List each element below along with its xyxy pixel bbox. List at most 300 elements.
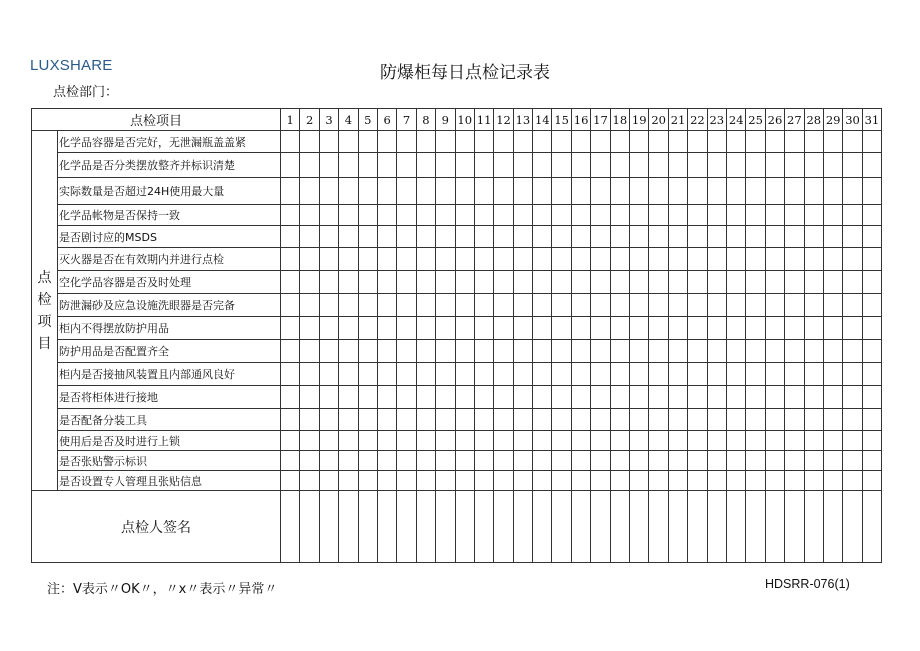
check-cell[interactable]	[649, 451, 668, 471]
signature-cell[interactable]	[455, 491, 474, 563]
check-cell[interactable]	[668, 317, 687, 340]
check-cell[interactable]	[377, 294, 396, 317]
check-cell[interactable]	[843, 226, 862, 248]
check-cell[interactable]	[765, 471, 784, 491]
check-cell[interactable]	[862, 386, 881, 409]
check-cell[interactable]	[300, 131, 319, 153]
check-cell[interactable]	[494, 178, 513, 205]
check-cell[interactable]	[823, 451, 842, 471]
check-cell[interactable]	[319, 363, 338, 386]
signature-cell[interactable]	[319, 491, 338, 563]
check-cell[interactable]	[707, 153, 726, 178]
check-cell[interactable]	[668, 131, 687, 153]
check-cell[interactable]	[319, 409, 338, 431]
check-cell[interactable]	[571, 431, 590, 451]
check-cell[interactable]	[397, 294, 416, 317]
check-cell[interactable]	[688, 451, 707, 471]
check-cell[interactable]	[843, 205, 862, 226]
check-cell[interactable]	[397, 205, 416, 226]
check-cell[interactable]	[668, 431, 687, 451]
signature-cell[interactable]	[358, 491, 377, 563]
check-cell[interactable]	[513, 178, 532, 205]
check-cell[interactable]	[610, 271, 629, 294]
check-cell[interactable]	[377, 226, 396, 248]
signature-cell[interactable]	[397, 491, 416, 563]
check-cell[interactable]	[474, 451, 493, 471]
check-cell[interactable]	[436, 340, 455, 363]
check-cell[interactable]	[765, 226, 784, 248]
check-cell[interactable]	[649, 317, 668, 340]
check-cell[interactable]	[474, 340, 493, 363]
check-cell[interactable]	[765, 386, 784, 409]
check-cell[interactable]	[591, 317, 610, 340]
check-cell[interactable]	[377, 471, 396, 491]
check-cell[interactable]	[436, 271, 455, 294]
check-cell[interactable]	[610, 205, 629, 226]
check-cell[interactable]	[494, 409, 513, 431]
signature-cell[interactable]	[765, 491, 784, 563]
check-cell[interactable]	[746, 226, 765, 248]
check-cell[interactable]	[455, 226, 474, 248]
check-cell[interactable]	[494, 340, 513, 363]
check-cell[interactable]	[513, 409, 532, 431]
check-cell[interactable]	[513, 294, 532, 317]
check-cell[interactable]	[300, 431, 319, 451]
check-cell[interactable]	[862, 317, 881, 340]
check-cell[interactable]	[339, 409, 358, 431]
check-cell[interactable]	[746, 471, 765, 491]
check-cell[interactable]	[707, 471, 726, 491]
check-cell[interactable]	[571, 205, 590, 226]
check-cell[interactable]	[397, 153, 416, 178]
check-cell[interactable]	[397, 131, 416, 153]
check-cell[interactable]	[494, 431, 513, 451]
check-cell[interactable]	[533, 317, 552, 340]
check-cell[interactable]	[610, 131, 629, 153]
check-cell[interactable]	[358, 178, 377, 205]
check-cell[interactable]	[416, 363, 435, 386]
check-cell[interactable]	[843, 431, 862, 451]
signature-cell[interactable]	[377, 491, 396, 563]
check-cell[interactable]	[843, 271, 862, 294]
check-cell[interactable]	[765, 340, 784, 363]
check-cell[interactable]	[610, 409, 629, 431]
check-cell[interactable]	[862, 451, 881, 471]
check-cell[interactable]	[688, 431, 707, 451]
check-cell[interactable]	[668, 363, 687, 386]
check-cell[interactable]	[591, 271, 610, 294]
check-cell[interactable]	[571, 409, 590, 431]
check-cell[interactable]	[630, 340, 649, 363]
signature-cell[interactable]	[436, 491, 455, 563]
check-cell[interactable]	[610, 294, 629, 317]
check-cell[interactable]	[765, 317, 784, 340]
check-cell[interactable]	[416, 471, 435, 491]
check-cell[interactable]	[300, 248, 319, 271]
check-cell[interactable]	[339, 131, 358, 153]
check-cell[interactable]	[416, 317, 435, 340]
check-cell[interactable]	[610, 226, 629, 248]
check-cell[interactable]	[319, 340, 338, 363]
check-cell[interactable]	[416, 248, 435, 271]
check-cell[interactable]	[339, 153, 358, 178]
check-cell[interactable]	[688, 226, 707, 248]
check-cell[interactable]	[377, 386, 396, 409]
check-cell[interactable]	[862, 471, 881, 491]
check-cell[interactable]	[455, 178, 474, 205]
check-cell[interactable]	[727, 226, 746, 248]
check-cell[interactable]	[339, 363, 358, 386]
check-cell[interactable]	[300, 451, 319, 471]
check-cell[interactable]	[804, 153, 823, 178]
check-cell[interactable]	[688, 205, 707, 226]
check-cell[interactable]	[630, 451, 649, 471]
check-cell[interactable]	[804, 451, 823, 471]
signature-cell[interactable]	[339, 491, 358, 563]
check-cell[interactable]	[727, 153, 746, 178]
check-cell[interactable]	[707, 294, 726, 317]
signature-cell[interactable]	[300, 491, 319, 563]
check-cell[interactable]	[513, 363, 532, 386]
check-cell[interactable]	[785, 386, 804, 409]
check-cell[interactable]	[319, 271, 338, 294]
check-cell[interactable]	[785, 431, 804, 451]
check-cell[interactable]	[300, 226, 319, 248]
check-cell[interactable]	[436, 226, 455, 248]
check-cell[interactable]	[707, 431, 726, 451]
check-cell[interactable]	[319, 226, 338, 248]
check-cell[interactable]	[785, 178, 804, 205]
check-cell[interactable]	[300, 386, 319, 409]
check-cell[interactable]	[571, 271, 590, 294]
check-cell[interactable]	[610, 340, 629, 363]
check-cell[interactable]	[785, 363, 804, 386]
check-cell[interactable]	[358, 431, 377, 451]
check-cell[interactable]	[377, 363, 396, 386]
check-cell[interactable]	[339, 178, 358, 205]
check-cell[interactable]	[843, 363, 862, 386]
check-cell[interactable]	[804, 340, 823, 363]
check-cell[interactable]	[455, 363, 474, 386]
check-cell[interactable]	[591, 471, 610, 491]
check-cell[interactable]	[300, 294, 319, 317]
check-cell[interactable]	[804, 294, 823, 317]
check-cell[interactable]	[804, 178, 823, 205]
check-cell[interactable]	[494, 205, 513, 226]
check-cell[interactable]	[785, 294, 804, 317]
check-cell[interactable]	[533, 248, 552, 271]
check-cell[interactable]	[513, 271, 532, 294]
check-cell[interactable]	[513, 340, 532, 363]
check-cell[interactable]	[533, 471, 552, 491]
check-cell[interactable]	[397, 226, 416, 248]
check-cell[interactable]	[474, 271, 493, 294]
check-cell[interactable]	[610, 451, 629, 471]
check-cell[interactable]	[862, 340, 881, 363]
check-cell[interactable]	[513, 386, 532, 409]
check-cell[interactable]	[843, 131, 862, 153]
check-cell[interactable]	[455, 409, 474, 431]
check-cell[interactable]	[823, 386, 842, 409]
check-cell[interactable]	[319, 386, 338, 409]
check-cell[interactable]	[339, 317, 358, 340]
check-cell[interactable]	[823, 226, 842, 248]
check-cell[interactable]	[843, 294, 862, 317]
check-cell[interactable]	[630, 471, 649, 491]
check-cell[interactable]	[862, 294, 881, 317]
check-cell[interactable]	[319, 178, 338, 205]
check-cell[interactable]	[746, 294, 765, 317]
check-cell[interactable]	[377, 409, 396, 431]
check-cell[interactable]	[377, 317, 396, 340]
check-cell[interactable]	[571, 131, 590, 153]
check-cell[interactable]	[823, 271, 842, 294]
check-cell[interactable]	[494, 386, 513, 409]
check-cell[interactable]	[804, 317, 823, 340]
check-cell[interactable]	[804, 363, 823, 386]
check-cell[interactable]	[339, 205, 358, 226]
check-cell[interactable]	[455, 386, 474, 409]
check-cell[interactable]	[688, 363, 707, 386]
check-cell[interactable]	[533, 431, 552, 451]
check-cell[interactable]	[339, 451, 358, 471]
check-cell[interactable]	[707, 363, 726, 386]
check-cell[interactable]	[494, 363, 513, 386]
check-cell[interactable]	[397, 363, 416, 386]
check-cell[interactable]	[339, 294, 358, 317]
check-cell[interactable]	[630, 131, 649, 153]
check-cell[interactable]	[300, 153, 319, 178]
check-cell[interactable]	[358, 386, 377, 409]
check-cell[interactable]	[513, 205, 532, 226]
check-cell[interactable]	[727, 317, 746, 340]
check-cell[interactable]	[281, 205, 300, 226]
check-cell[interactable]	[552, 131, 571, 153]
check-cell[interactable]	[358, 317, 377, 340]
check-cell[interactable]	[610, 317, 629, 340]
check-cell[interactable]	[552, 271, 571, 294]
check-cell[interactable]	[339, 271, 358, 294]
check-cell[interactable]	[746, 248, 765, 271]
check-cell[interactable]	[552, 153, 571, 178]
check-cell[interactable]	[319, 294, 338, 317]
check-cell[interactable]	[436, 317, 455, 340]
check-cell[interactable]	[746, 340, 765, 363]
check-cell[interactable]	[358, 131, 377, 153]
check-cell[interactable]	[707, 178, 726, 205]
check-cell[interactable]	[765, 131, 784, 153]
check-cell[interactable]	[804, 248, 823, 271]
check-cell[interactable]	[319, 451, 338, 471]
signature-cell[interactable]	[804, 491, 823, 563]
check-cell[interactable]	[843, 451, 862, 471]
check-cell[interactable]	[416, 340, 435, 363]
check-cell[interactable]	[533, 205, 552, 226]
check-cell[interactable]	[746, 153, 765, 178]
check-cell[interactable]	[552, 386, 571, 409]
signature-cell[interactable]	[630, 491, 649, 563]
check-cell[interactable]	[804, 471, 823, 491]
check-cell[interactable]	[571, 451, 590, 471]
check-cell[interactable]	[630, 178, 649, 205]
signature-cell[interactable]	[707, 491, 726, 563]
check-cell[interactable]	[494, 271, 513, 294]
check-cell[interactable]	[474, 248, 493, 271]
check-cell[interactable]	[804, 205, 823, 226]
check-cell[interactable]	[377, 271, 396, 294]
check-cell[interactable]	[533, 131, 552, 153]
check-cell[interactable]	[455, 271, 474, 294]
check-cell[interactable]	[843, 409, 862, 431]
check-cell[interactable]	[862, 271, 881, 294]
check-cell[interactable]	[823, 248, 842, 271]
check-cell[interactable]	[358, 451, 377, 471]
check-cell[interactable]	[533, 409, 552, 431]
check-cell[interactable]	[610, 153, 629, 178]
check-cell[interactable]	[397, 340, 416, 363]
check-cell[interactable]	[746, 271, 765, 294]
check-cell[interactable]	[823, 294, 842, 317]
check-cell[interactable]	[707, 340, 726, 363]
check-cell[interactable]	[591, 226, 610, 248]
check-cell[interactable]	[494, 317, 513, 340]
signature-cell[interactable]	[552, 491, 571, 563]
check-cell[interactable]	[785, 409, 804, 431]
check-cell[interactable]	[377, 451, 396, 471]
check-cell[interactable]	[552, 294, 571, 317]
check-cell[interactable]	[436, 363, 455, 386]
check-cell[interactable]	[436, 205, 455, 226]
check-cell[interactable]	[281, 471, 300, 491]
check-cell[interactable]	[823, 317, 842, 340]
check-cell[interactable]	[397, 431, 416, 451]
signature-cell[interactable]	[474, 491, 493, 563]
check-cell[interactable]	[785, 205, 804, 226]
check-cell[interactable]	[571, 340, 590, 363]
check-cell[interactable]	[319, 248, 338, 271]
check-cell[interactable]	[474, 178, 493, 205]
check-cell[interactable]	[862, 205, 881, 226]
check-cell[interactable]	[416, 178, 435, 205]
check-cell[interactable]	[571, 363, 590, 386]
check-cell[interactable]	[727, 271, 746, 294]
check-cell[interactable]	[397, 271, 416, 294]
check-cell[interactable]	[785, 340, 804, 363]
check-cell[interactable]	[785, 451, 804, 471]
check-cell[interactable]	[707, 248, 726, 271]
check-cell[interactable]	[649, 294, 668, 317]
check-cell[interactable]	[610, 471, 629, 491]
check-cell[interactable]	[513, 471, 532, 491]
check-cell[interactable]	[571, 386, 590, 409]
check-cell[interactable]	[358, 271, 377, 294]
check-cell[interactable]	[823, 431, 842, 451]
check-cell[interactable]	[688, 178, 707, 205]
check-cell[interactable]	[688, 248, 707, 271]
check-cell[interactable]	[610, 363, 629, 386]
check-cell[interactable]	[765, 205, 784, 226]
check-cell[interactable]	[397, 317, 416, 340]
check-cell[interactable]	[300, 340, 319, 363]
check-cell[interactable]	[571, 248, 590, 271]
check-cell[interactable]	[630, 248, 649, 271]
check-cell[interactable]	[649, 271, 668, 294]
check-cell[interactable]	[727, 248, 746, 271]
check-cell[interactable]	[513, 431, 532, 451]
check-cell[interactable]	[823, 178, 842, 205]
check-cell[interactable]	[746, 431, 765, 451]
check-cell[interactable]	[707, 451, 726, 471]
check-cell[interactable]	[281, 340, 300, 363]
check-cell[interactable]	[552, 409, 571, 431]
signature-cell[interactable]	[727, 491, 746, 563]
check-cell[interactable]	[319, 317, 338, 340]
check-cell[interactable]	[765, 409, 784, 431]
check-cell[interactable]	[281, 409, 300, 431]
check-cell[interactable]	[281, 271, 300, 294]
check-cell[interactable]	[436, 451, 455, 471]
signature-cell[interactable]	[785, 491, 804, 563]
check-cell[interactable]	[494, 153, 513, 178]
check-cell[interactable]	[416, 409, 435, 431]
check-cell[interactable]	[804, 131, 823, 153]
check-cell[interactable]	[300, 471, 319, 491]
check-cell[interactable]	[688, 294, 707, 317]
check-cell[interactable]	[591, 153, 610, 178]
check-cell[interactable]	[610, 386, 629, 409]
check-cell[interactable]	[300, 271, 319, 294]
check-cell[interactable]	[707, 317, 726, 340]
check-cell[interactable]	[591, 178, 610, 205]
check-cell[interactable]	[727, 471, 746, 491]
check-cell[interactable]	[416, 451, 435, 471]
check-cell[interactable]	[552, 471, 571, 491]
check-cell[interactable]	[339, 386, 358, 409]
check-cell[interactable]	[513, 451, 532, 471]
check-cell[interactable]	[630, 226, 649, 248]
check-cell[interactable]	[668, 271, 687, 294]
check-cell[interactable]	[339, 431, 358, 451]
check-cell[interactable]	[455, 317, 474, 340]
check-cell[interactable]	[765, 248, 784, 271]
check-cell[interactable]	[668, 386, 687, 409]
check-cell[interactable]	[591, 248, 610, 271]
check-cell[interactable]	[552, 178, 571, 205]
check-cell[interactable]	[668, 205, 687, 226]
check-cell[interactable]	[474, 386, 493, 409]
check-cell[interactable]	[765, 363, 784, 386]
check-cell[interactable]	[765, 153, 784, 178]
check-cell[interactable]	[319, 205, 338, 226]
check-cell[interactable]	[746, 386, 765, 409]
check-cell[interactable]	[397, 248, 416, 271]
check-cell[interactable]	[455, 431, 474, 451]
check-cell[interactable]	[668, 178, 687, 205]
check-cell[interactable]	[785, 317, 804, 340]
check-cell[interactable]	[862, 131, 881, 153]
check-cell[interactable]	[571, 153, 590, 178]
check-cell[interactable]	[591, 294, 610, 317]
check-cell[interactable]	[843, 317, 862, 340]
signature-cell[interactable]	[668, 491, 687, 563]
signature-cell[interactable]	[591, 491, 610, 563]
signature-cell[interactable]	[688, 491, 707, 563]
check-cell[interactable]	[688, 317, 707, 340]
check-cell[interactable]	[649, 248, 668, 271]
check-cell[interactable]	[785, 271, 804, 294]
check-cell[interactable]	[300, 317, 319, 340]
check-cell[interactable]	[552, 317, 571, 340]
